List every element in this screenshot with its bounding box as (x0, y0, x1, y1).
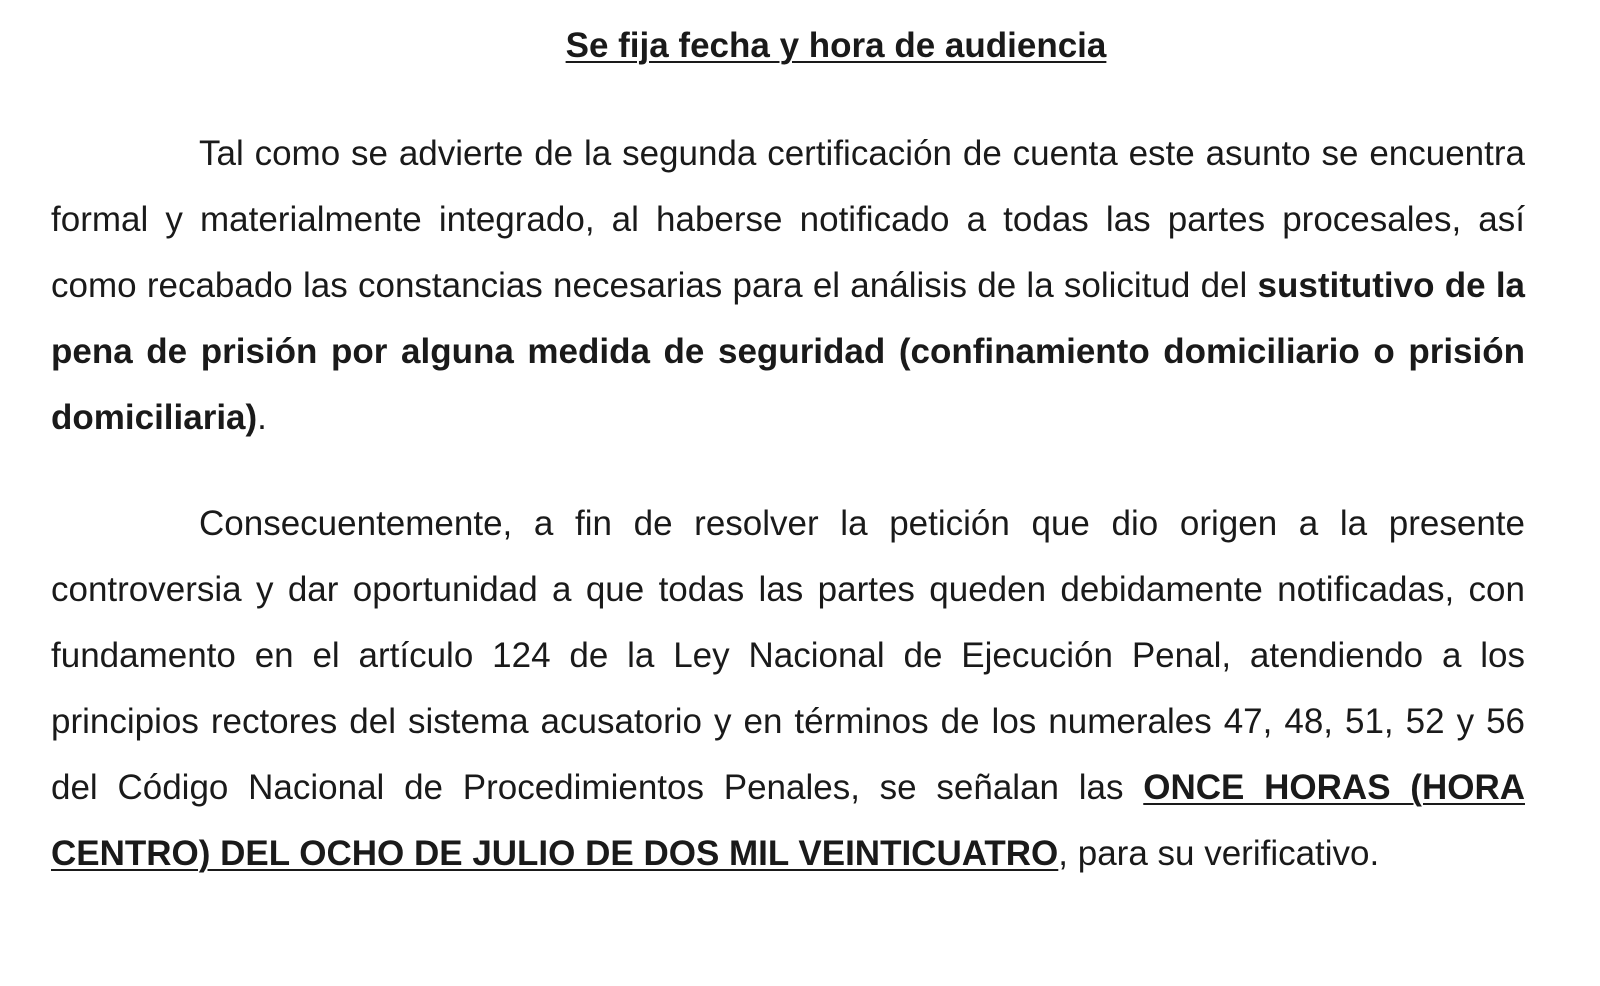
paragraph-1-text-end: . (257, 398, 267, 437)
paragraph-2 (51, 491, 1525, 887)
paragraph-2-hearing-date: ONCE HORAS (HORA CENTRO) DEL OCHO DE JULIO DE DOS MIL VEINTICUATRO (51, 768, 1525, 873)
paragraph-1-bold-text: sustitutivo de la pena de prisión por alguna medida de seguridad (confinamiento domiciliario o prisión domiciliaria) (51, 266, 1526, 437)
paragraph-2-text-start: Consecuentemente, a fin de resolver la petición que dio origen a la presente controversia y dar oportunidad a que todas las partes queden debidamente notificadas, con fundamento en el artículo 124 de la Ley Nacional de Ejecución Penal, atendiendo a los principios rectores del sistema acusatorio y en términos de los numerales 47, 48, 51, 52 y 56 del Código Nacional de Procedimientos Penales, se señalan las (51, 504, 1525, 807)
paragraph-1 (51, 121, 1525, 451)
paragraph-2-text-end: , para su verificativo. (1058, 834, 1380, 873)
paragraph-1-text-start: Tal como se advierte de la segunda certificación de cuenta este asunto se encuentra formal y materialmente integrado, al haberse notificado a todas las partes procesales, así como recabado las constancias necesarias para el análisis de la solicitud del (51, 134, 1525, 305)
document-title: Se fija fecha y hora de audiencia (565, 26, 1107, 65)
